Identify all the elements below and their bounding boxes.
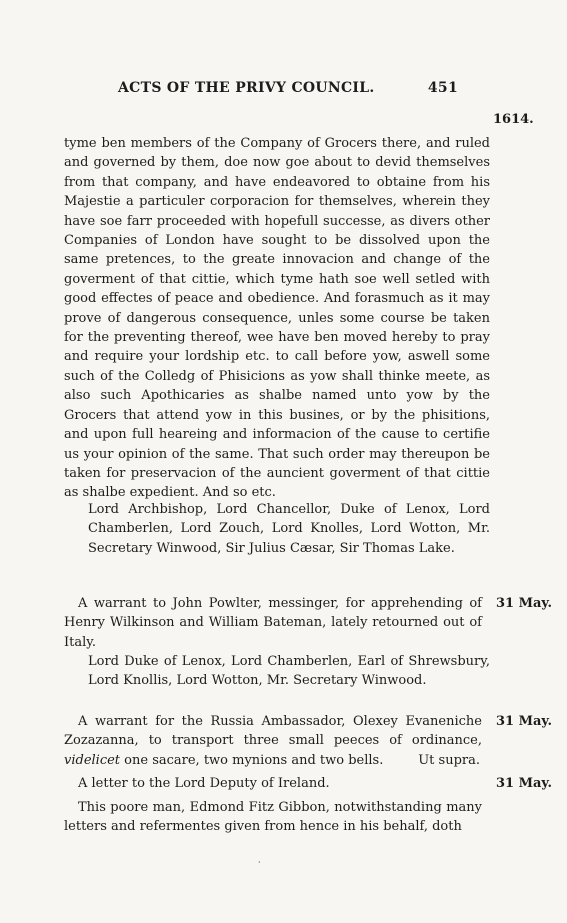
- warrant-russia-rest: one sacare, two mynions and two bells.: [124, 752, 384, 768]
- running-header: [118, 80, 458, 96]
- warrant-russia-ambassador: [64, 712, 482, 770]
- page-speck: ·: [258, 858, 261, 867]
- signatories-block-2: Lord Duke of Lenox, Lord Chamberlen, Earl of Shrewsbury, Lord Knollis, Lord Wotton, Mr. Secretary Winwood.: [88, 654, 490, 689]
- margin-date-2: 31 May.: [496, 714, 553, 729]
- margin-year: 1614.: [493, 112, 534, 127]
- letter-paragraph: tyme ben members of the Company of Grocers there, and ruled and governed by them, doe now goe about to devid themselves from that company, and have endeavored to obtaine from his Majestie a particuler corporacion for themselves, wherein they have soe farr proceeded with hopefull successe, as divers other Companies of London have sought to be dissolved upon the same pretences, to the greate innovacion and change of the goverment of that cittie, which tyme hath soe well setled with good effectes of peace and obedience. And forasmuch as it may prove of dangerous consequence, unles some course be taken for the preventing thereof, wee have ben moved hereby to pray and require your lordship etc. to call before yow, aswell some such of the Colledg of Phisicions as yow shall thinke meete, as also such Apothicaries as shalbe named unto yow by the Grocers that attend yow in this busines, or by the phisitions, and upon full heareing and informacion of the cause to certifie us your opinion of the same. That such order may thereupon be taken for preservacion of the auncient goverment of that cittie as shalbe expedient. And so etc.: [64, 136, 490, 501]
- margin-date-3: 31 May.: [496, 776, 553, 791]
- warrant-russia-text: A warrant for the Russia Ambassador, Olexey Evaneniche Zozazanna, to transport three small peeces of ordinance,: [64, 714, 482, 749]
- ut-supra: Ut supra.: [418, 752, 480, 768]
- letter-lord-deputy: A letter to the Lord Deputy of Ireland.: [78, 776, 330, 791]
- page-number: 451: [427, 80, 458, 96]
- running-title: ACTS OF THE PRIVY COUNCIL.: [118, 80, 375, 96]
- letter-fitz-gibbon: This poore man, Edmond Fitz Gibbon, notwithstanding many letters and refermentes given from hence in his behalf, doth: [64, 800, 482, 835]
- signatories-block-1: Lord Archbishop, Lord Chancellor, Duke of Lenox, Lord Chamberlen, Lord Zouch, Lord Knolles, Lord Wotton, Mr. Secretary Winwood, Sir Julius Cæsar, Sir Thomas Lake.: [88, 502, 490, 556]
- margin-date-1: 31 May.: [496, 596, 553, 611]
- warrant-powlter: A warrant to John Powlter, messinger, for apprehending of Henry Wilkinson and William Bateman, lately retourned out of Italy.: [64, 596, 482, 650]
- videlicet-word: videlicet: [64, 752, 121, 768]
